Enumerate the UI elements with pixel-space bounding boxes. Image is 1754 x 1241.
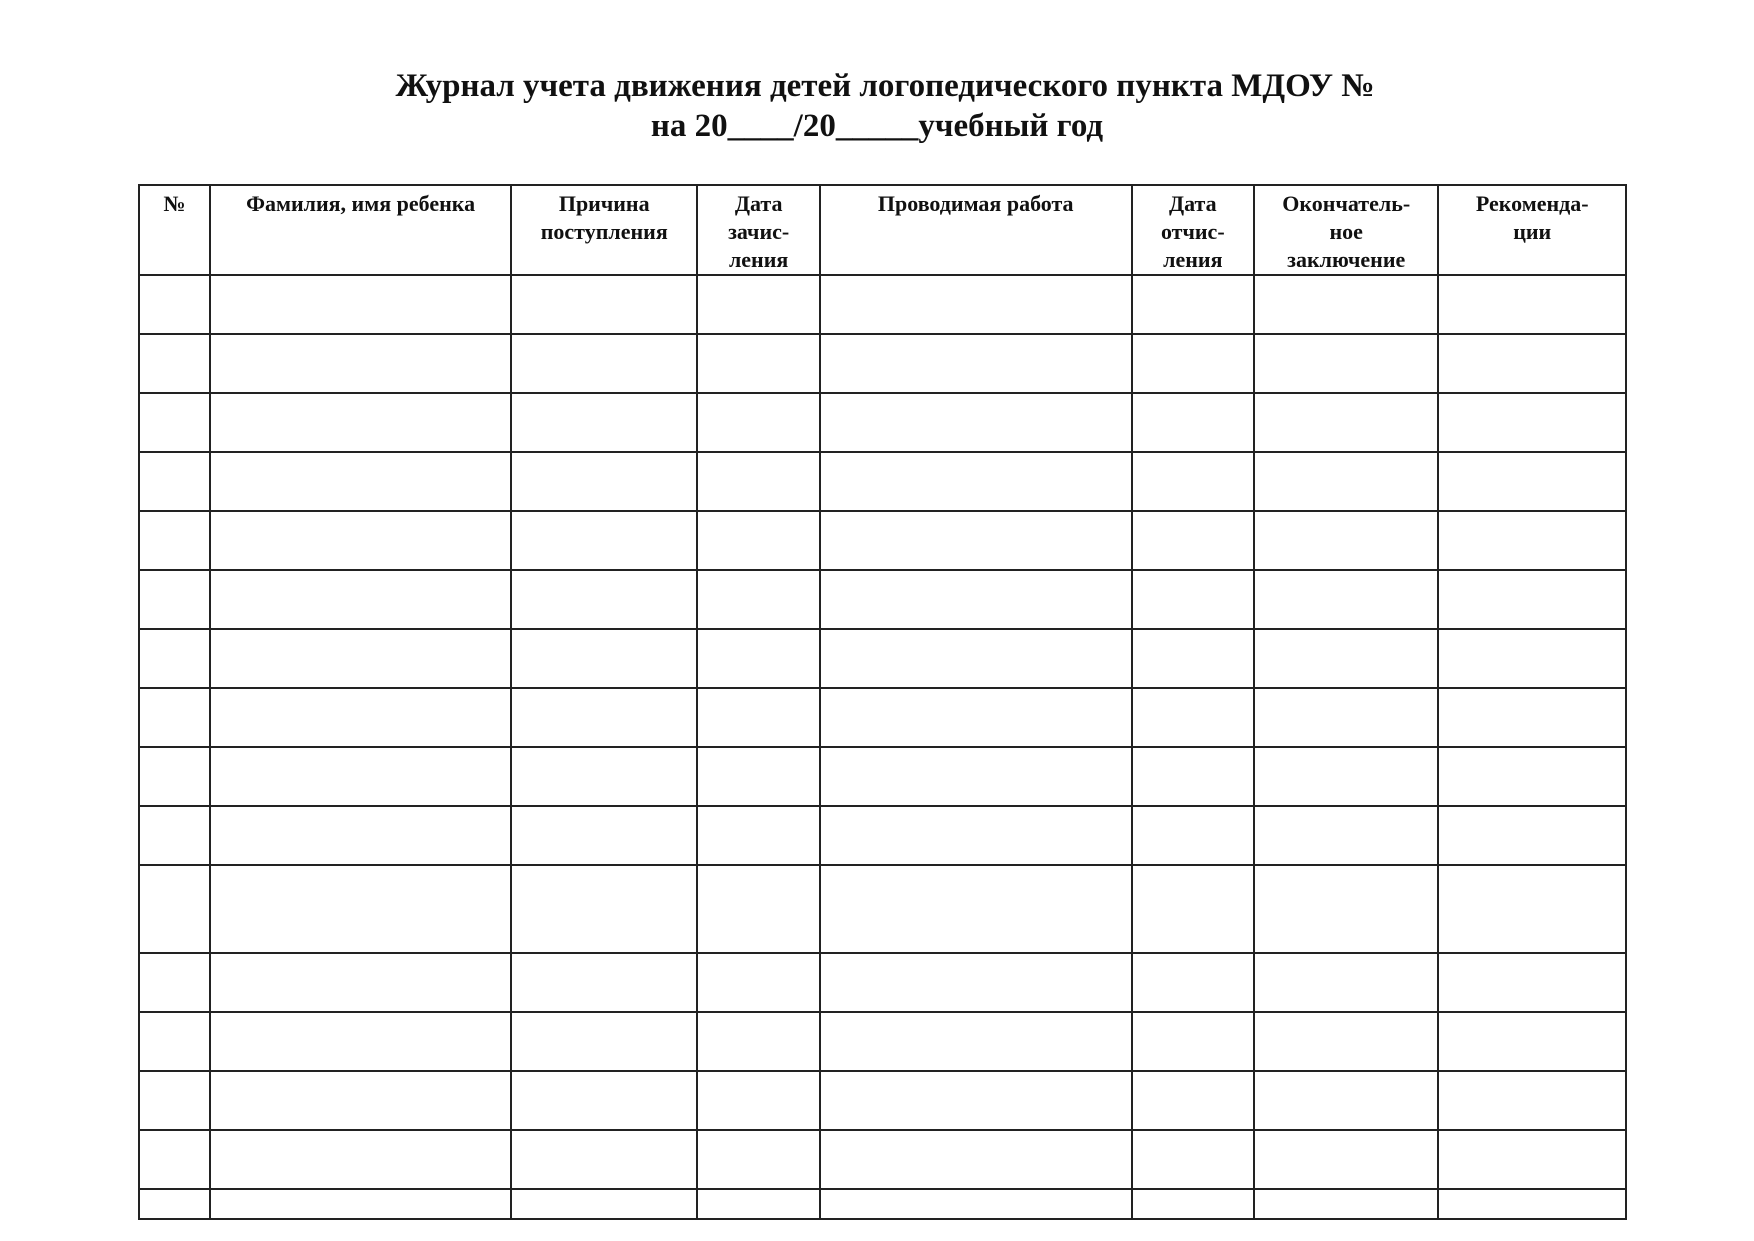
table-cell xyxy=(1438,1189,1626,1219)
table-cell xyxy=(1132,953,1254,1012)
table-cell xyxy=(210,1071,511,1130)
table-cell xyxy=(210,334,511,393)
table-cell xyxy=(697,865,819,953)
table-row xyxy=(139,334,1626,393)
table-row xyxy=(139,688,1626,747)
col-header-final-conclusion: Окончатель- ное заключение xyxy=(1254,185,1438,275)
table-cell xyxy=(697,629,819,688)
title-line-2: на 20____/20_____учебный год xyxy=(650,108,1104,144)
table-cell xyxy=(511,1130,698,1189)
table-cell xyxy=(820,953,1132,1012)
table-cell xyxy=(1438,1130,1626,1189)
table-row xyxy=(139,1071,1626,1130)
table-cell xyxy=(697,1071,819,1130)
table-cell xyxy=(511,629,698,688)
table-cell xyxy=(1438,452,1626,511)
table-cell xyxy=(1254,1130,1438,1189)
table-cell xyxy=(511,393,698,452)
table-cell xyxy=(139,511,210,570)
table-cell xyxy=(139,629,210,688)
table-header-row xyxy=(139,185,1626,275)
table-cell xyxy=(1132,1189,1254,1219)
table-cell xyxy=(511,511,698,570)
col-header-recommendations: Рекоменда- ции xyxy=(1438,185,1626,275)
table-cell xyxy=(1438,1071,1626,1130)
col-header-child-name: Фамилия, имя ребенка xyxy=(210,185,511,275)
table-cell xyxy=(697,334,819,393)
table-cell xyxy=(697,570,819,629)
table-cell xyxy=(697,511,819,570)
table-cell xyxy=(139,1130,210,1189)
table-cell xyxy=(1438,629,1626,688)
table-cell xyxy=(1438,806,1626,865)
table-row xyxy=(139,865,1626,953)
table-cell xyxy=(1438,1012,1626,1071)
table-cell xyxy=(1132,629,1254,688)
col-header-enrollment-date: Дата зачис- ления xyxy=(697,185,819,275)
table-row xyxy=(139,570,1626,629)
col-header-number: № xyxy=(139,185,210,275)
table-cell xyxy=(820,747,1132,806)
table-cell xyxy=(820,511,1132,570)
table-cell xyxy=(697,688,819,747)
table-cell xyxy=(511,747,698,806)
table-row xyxy=(139,747,1626,806)
table-cell xyxy=(210,806,511,865)
table-row xyxy=(139,452,1626,511)
table-cell xyxy=(511,865,698,953)
table-row xyxy=(139,806,1626,865)
table-cell xyxy=(511,334,698,393)
table-cell xyxy=(1254,688,1438,747)
table-cell xyxy=(210,393,511,452)
table-cell xyxy=(139,334,210,393)
table-cell xyxy=(210,1130,511,1189)
table-cell xyxy=(511,570,698,629)
table-cell xyxy=(820,806,1132,865)
table-cell xyxy=(1438,570,1626,629)
table-cell xyxy=(139,570,210,629)
table-cell xyxy=(139,865,210,953)
journal-table xyxy=(138,184,1627,1220)
table-cell xyxy=(697,452,819,511)
table-cell xyxy=(820,688,1132,747)
table-cell xyxy=(210,511,511,570)
table-cell xyxy=(1254,334,1438,393)
table-cell xyxy=(820,1071,1132,1130)
table-cell xyxy=(210,688,511,747)
table-cell xyxy=(139,953,210,1012)
table-row xyxy=(139,1189,1626,1219)
title-line-1: Журнал учета движения детей логопедического пункта МДОУ № xyxy=(395,68,1375,104)
table-cell xyxy=(1438,688,1626,747)
table-cell xyxy=(1254,1189,1438,1219)
table-cell xyxy=(139,1071,210,1130)
table-cell xyxy=(210,865,511,953)
table-cell xyxy=(139,393,210,452)
table-cell xyxy=(820,452,1132,511)
table-row xyxy=(139,511,1626,570)
table-cell xyxy=(697,747,819,806)
table-row xyxy=(139,629,1626,688)
table-cell xyxy=(139,747,210,806)
table-cell xyxy=(1132,511,1254,570)
table-cell xyxy=(1132,747,1254,806)
table-cell xyxy=(511,806,698,865)
table-cell xyxy=(1254,865,1438,953)
table-cell xyxy=(697,806,819,865)
table-cell xyxy=(1254,570,1438,629)
table-cell xyxy=(1254,511,1438,570)
table-cell xyxy=(820,1189,1132,1219)
table-cell xyxy=(697,953,819,1012)
table-cell xyxy=(820,629,1132,688)
table-cell xyxy=(1438,747,1626,806)
document-title xyxy=(0,66,1754,146)
table-cell xyxy=(1438,334,1626,393)
table-cell xyxy=(697,275,819,334)
table-cell xyxy=(820,570,1132,629)
table-cell xyxy=(697,1012,819,1071)
table-cell xyxy=(1254,747,1438,806)
table-cell xyxy=(210,275,511,334)
col-header-work-done: Проводимая работа xyxy=(820,185,1132,275)
table-cell xyxy=(511,452,698,511)
table-cell xyxy=(1438,393,1626,452)
table-cell xyxy=(1254,393,1438,452)
table-cell xyxy=(210,747,511,806)
table-cell xyxy=(210,1189,511,1219)
table-cell xyxy=(1254,629,1438,688)
table-cell xyxy=(511,1071,698,1130)
table-cell xyxy=(820,393,1132,452)
table-cell xyxy=(1132,806,1254,865)
table-cell xyxy=(210,452,511,511)
table-cell xyxy=(1132,865,1254,953)
table-cell xyxy=(1254,275,1438,334)
table-cell xyxy=(1132,334,1254,393)
table-cell xyxy=(820,275,1132,334)
table-cell xyxy=(1254,953,1438,1012)
col-header-admission-reason: Причина поступления xyxy=(511,185,698,275)
table-cell xyxy=(210,570,511,629)
table-cell xyxy=(1132,393,1254,452)
table-cell xyxy=(1132,275,1254,334)
table-cell xyxy=(210,629,511,688)
table-cell xyxy=(1438,275,1626,334)
table-cell xyxy=(1254,806,1438,865)
table-cell xyxy=(1254,1071,1438,1130)
col-header-dismissal-date: Дата отчис- ления xyxy=(1132,185,1254,275)
table-cell xyxy=(1132,1012,1254,1071)
table-cell xyxy=(139,452,210,511)
table-cell xyxy=(697,1189,819,1219)
table-cell xyxy=(511,1012,698,1071)
table-cell xyxy=(210,953,511,1012)
table-cell xyxy=(1132,1071,1254,1130)
table-cell xyxy=(1132,688,1254,747)
table-cell xyxy=(511,953,698,1012)
table-cell xyxy=(1438,953,1626,1012)
table-cell xyxy=(697,393,819,452)
table-row xyxy=(139,953,1626,1012)
table-cell xyxy=(820,1130,1132,1189)
table-cell xyxy=(1254,1012,1438,1071)
table-cell xyxy=(139,1189,210,1219)
table-cell xyxy=(1132,570,1254,629)
table-cell xyxy=(1438,865,1626,953)
table-cell xyxy=(511,1189,698,1219)
table-cell xyxy=(511,275,698,334)
table-cell xyxy=(1132,1130,1254,1189)
table-cell xyxy=(139,806,210,865)
table-cell xyxy=(139,1012,210,1071)
table-cell xyxy=(1254,452,1438,511)
table-cell xyxy=(697,1130,819,1189)
table-cell xyxy=(1132,452,1254,511)
table-cell xyxy=(210,1012,511,1071)
table-row xyxy=(139,275,1626,334)
table-cell xyxy=(820,1012,1132,1071)
table-cell xyxy=(820,334,1132,393)
table-row xyxy=(139,1130,1626,1189)
table-cell xyxy=(511,688,698,747)
table-cell xyxy=(139,275,210,334)
table-cell xyxy=(1438,511,1626,570)
table-row xyxy=(139,1012,1626,1071)
table-cell xyxy=(139,688,210,747)
table-cell xyxy=(820,865,1132,953)
table-row xyxy=(139,393,1626,452)
